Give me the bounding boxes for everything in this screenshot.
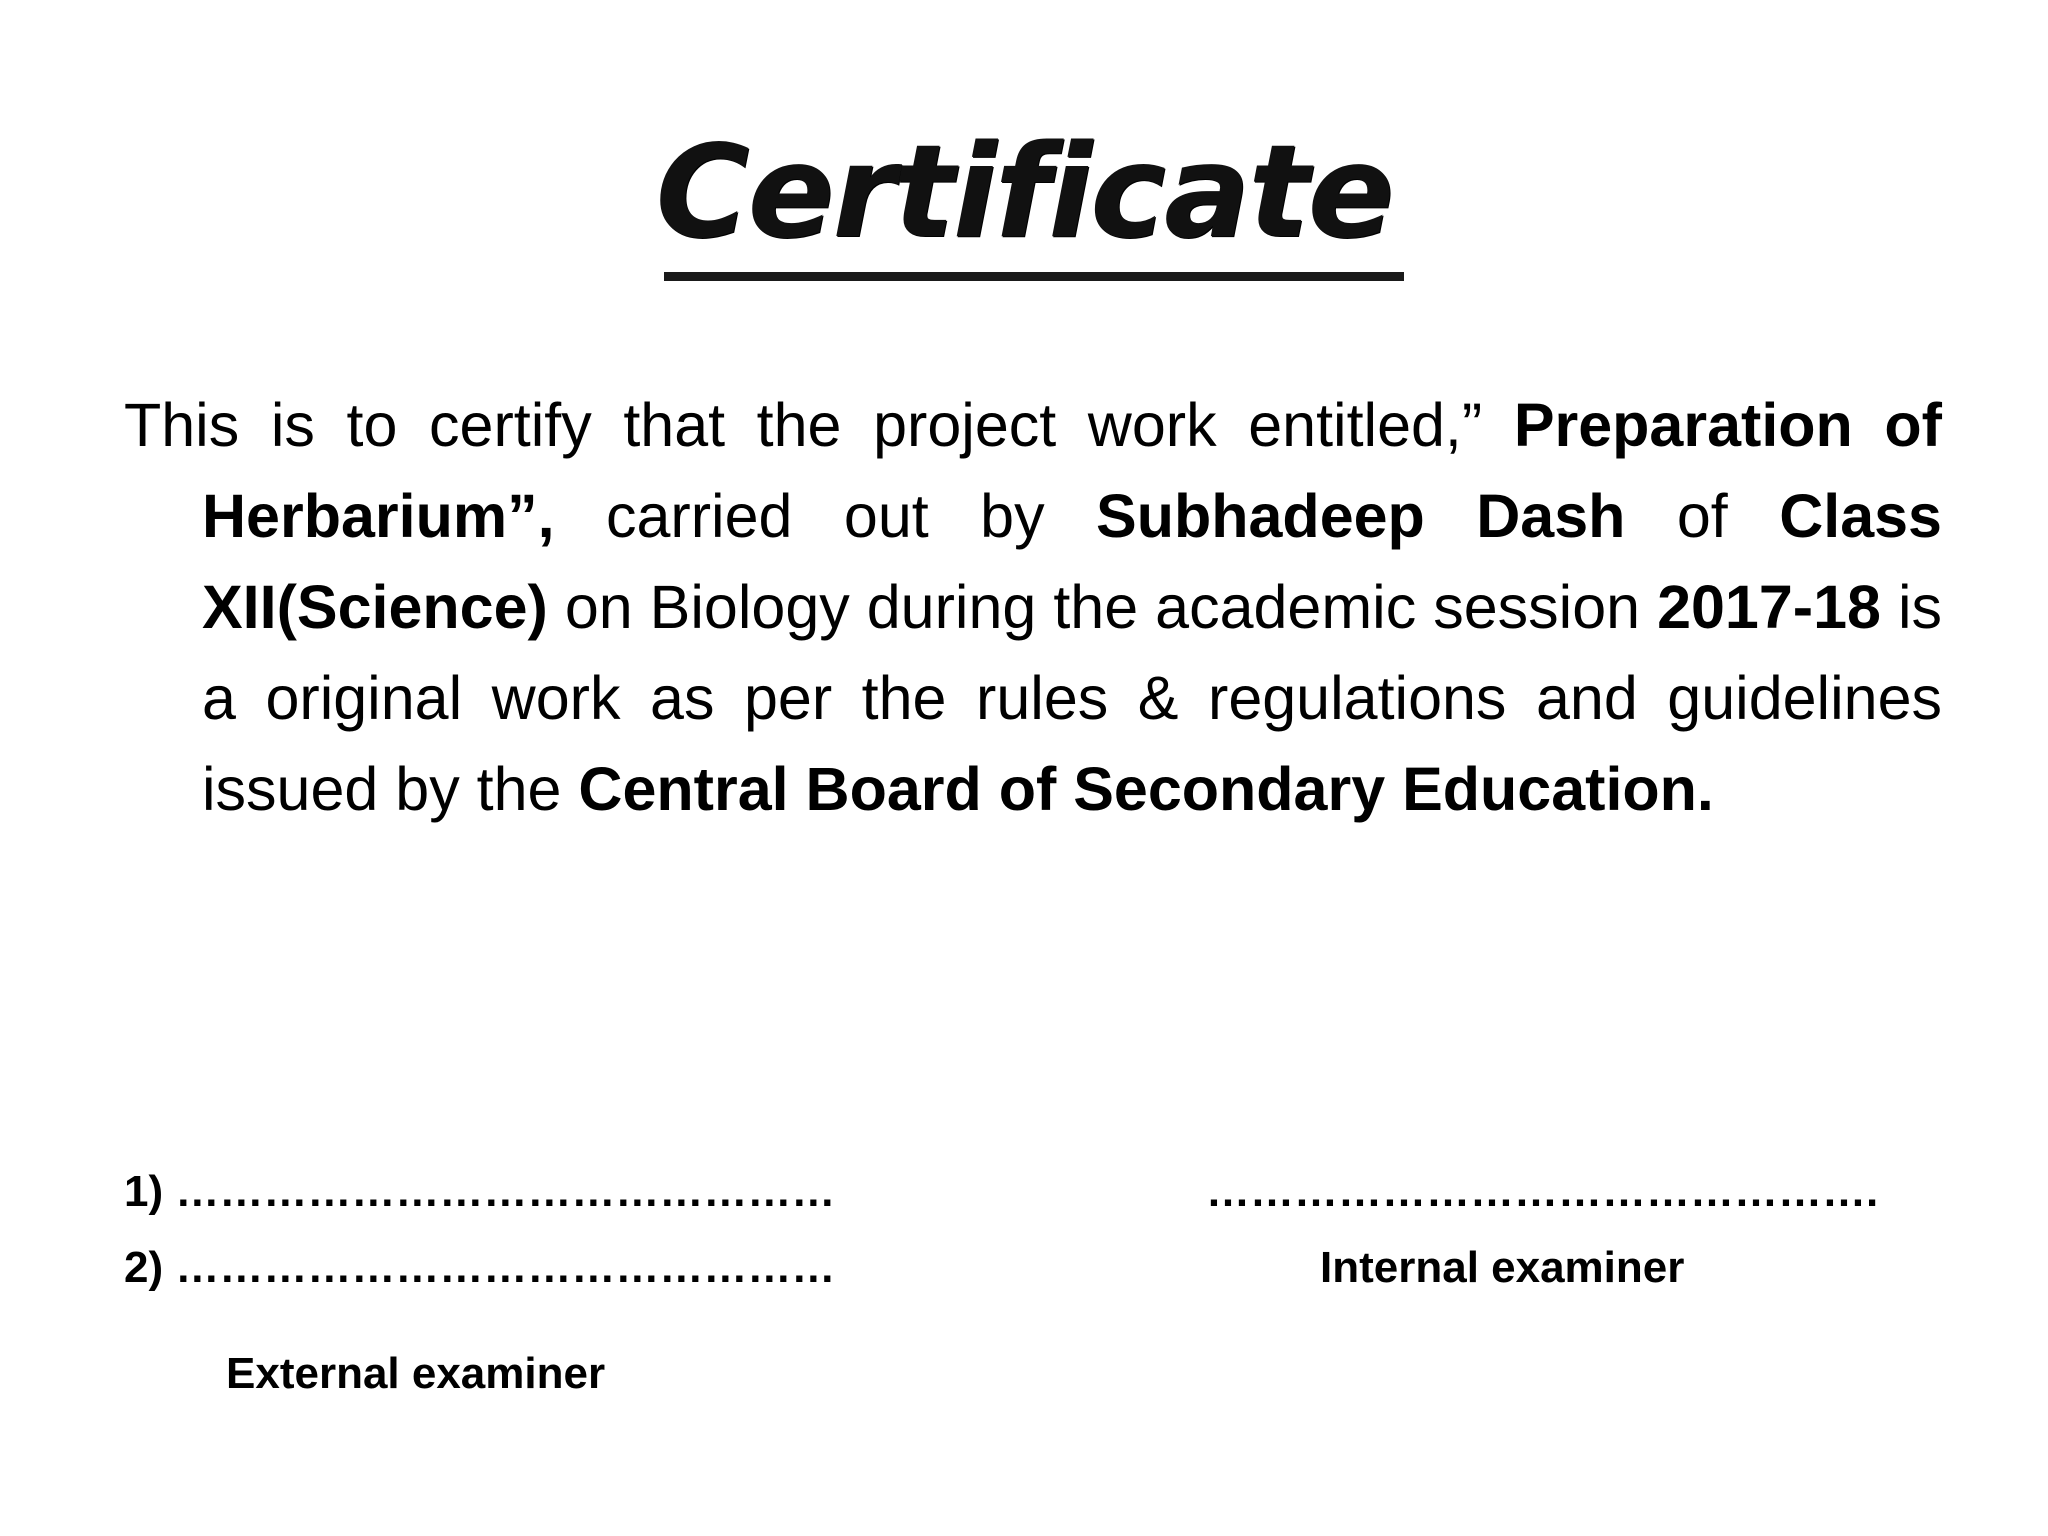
class-name: Class XII(Science) <box>202 482 1942 641</box>
body-text-5: is a original work as per the rules & regulations and guidelines issued by the <box>202 573 1942 823</box>
certificate-body <box>124 380 1942 835</box>
body-text-2: carried out by <box>554 482 1097 550</box>
body-text-1: This is to certify that the project work entitled,” <box>124 391 1483 459</box>
internal-signature-line: ………………………………………. <box>1206 1167 1879 1216</box>
certificate-title: Certificate <box>655 118 1393 267</box>
academic-session: 2017-18 <box>1657 573 1881 641</box>
internal-examiner-label: Internal examiner <box>1320 1243 1685 1292</box>
board-name: Central Board of Secondary Education. <box>578 755 1714 823</box>
body-text-3: of <box>1625 482 1780 550</box>
student-name: Subhadeep Dash <box>1096 482 1626 550</box>
title-container <box>0 118 2048 268</box>
external-signature-line-1: 1) ……………………………………… <box>124 1167 836 1216</box>
title-underline <box>664 272 1404 281</box>
project-title: Preparation of Herbarium”, <box>202 391 1942 550</box>
body-text-4: on Biology during the academic session <box>547 573 1658 641</box>
external-examiner-label: External examiner <box>226 1349 606 1398</box>
external-signature-line-2: 2) ……………………………………… <box>124 1243 836 1292</box>
